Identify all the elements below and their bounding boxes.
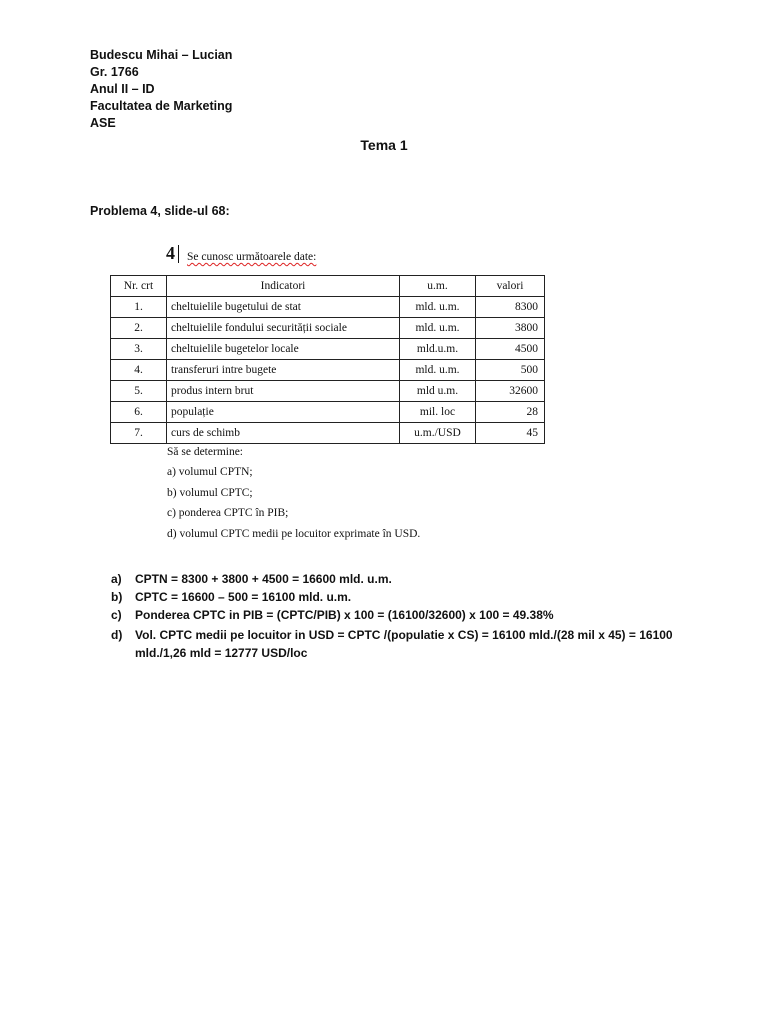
answer-label: d) [111,628,123,642]
col-header: u.m. [400,276,476,297]
page-title: Tema 1 [360,137,408,153]
text-cursor [178,245,179,263]
cell-unit: mld u.m. [400,381,476,402]
cell-unit: u.m./USD [400,423,476,444]
cell-value: 500 [476,360,545,381]
answer-c [111,606,671,624]
cell-nr: 6. [111,402,167,423]
exercise-intro: Se cunosc următoarele date: [187,251,317,263]
cell-nr: 5. [111,381,167,402]
table-header-row [111,276,545,297]
table-row [111,339,545,360]
table-row [111,402,545,423]
cell-value: 4500 [476,339,545,360]
cell-nr: 2. [111,318,167,339]
cell-nr: 7. [111,423,167,444]
questions-intro: Să se determine: [167,446,244,458]
answer-b [111,588,671,606]
group: Gr. 1766 [90,65,139,79]
col-header: Nr. crt [111,276,167,297]
cell-indicator: produs intern brut [167,381,400,402]
data-table [110,275,545,444]
cell-nr: 4. [111,360,167,381]
cell-value: 8300 [476,297,545,318]
answer-label: c) [111,608,122,622]
question-item: c) ponderea CPTC în PIB; [167,507,289,519]
col-header: valori [476,276,545,297]
question-item: b) volumul CPTC; [167,487,253,499]
cell-unit: mld. u.m. [400,297,476,318]
problem-label: Problema 4, slide-ul 68: [90,204,230,218]
author-name: Budescu Mihai – Lucian [90,48,233,62]
table-row [111,297,545,318]
answer-text: Vol. CPTC medii pe locuitor in USD = CPTC /(populatie x CS) = 16100 mld./(28 mil x 45) = 16100 mld./1,26 mld = 12777 USD/loc [135,628,673,660]
table-row [111,318,545,339]
cell-unit: mil. loc [400,402,476,423]
answer-text: CPTC = 16600 – 500 = 16100 mld. u.m. [135,590,352,604]
answer-text: Ponderea CPTC in PIB = (CPTC/PIB) x 100 = (16100/32600) x 100 = 49.38% [135,608,554,622]
table-row [111,423,545,444]
answer-d [111,626,671,662]
cell-nr: 3. [111,339,167,360]
cell-nr: 1. [111,297,167,318]
cell-indicator: curs de schimb [167,423,400,444]
cell-indicator: populație [167,402,400,423]
table-row [111,360,545,381]
answer-label: a) [111,572,122,586]
cell-indicator: cheltuielile bugetelor locale [167,339,400,360]
cell-indicator: transferuri intre bugete [167,360,400,381]
col-header: Indicatori [167,276,400,297]
cell-value: 45 [476,423,545,444]
cell-unit: mld.u.m. [400,339,476,360]
answer-label: b) [111,590,123,604]
exercise-number: 4 [166,243,175,263]
cell-value: 3800 [476,318,545,339]
faculty: Facultatea de Marketing [90,99,233,113]
cell-value: 32600 [476,381,545,402]
table-row [111,381,545,402]
answer-a [111,570,671,588]
question-item: a) volumul CPTN; [167,466,253,478]
question-item: d) volumul CPTC medii pe locuitor exprimate în USD. [167,528,421,540]
cell-unit: mld. u.m. [400,318,476,339]
cell-indicator: cheltuielile bugetului de stat [167,297,400,318]
cell-indicator: cheltuielile fondului securității sociale [167,318,400,339]
cell-unit: mld. u.m. [400,360,476,381]
answer-text: CPTN = 8300 + 3800 + 4500 = 16600 mld. u.m. [135,572,392,586]
cell-value: 28 [476,402,545,423]
university: ASE [90,116,116,130]
study-year: Anul II – ID [90,82,155,96]
